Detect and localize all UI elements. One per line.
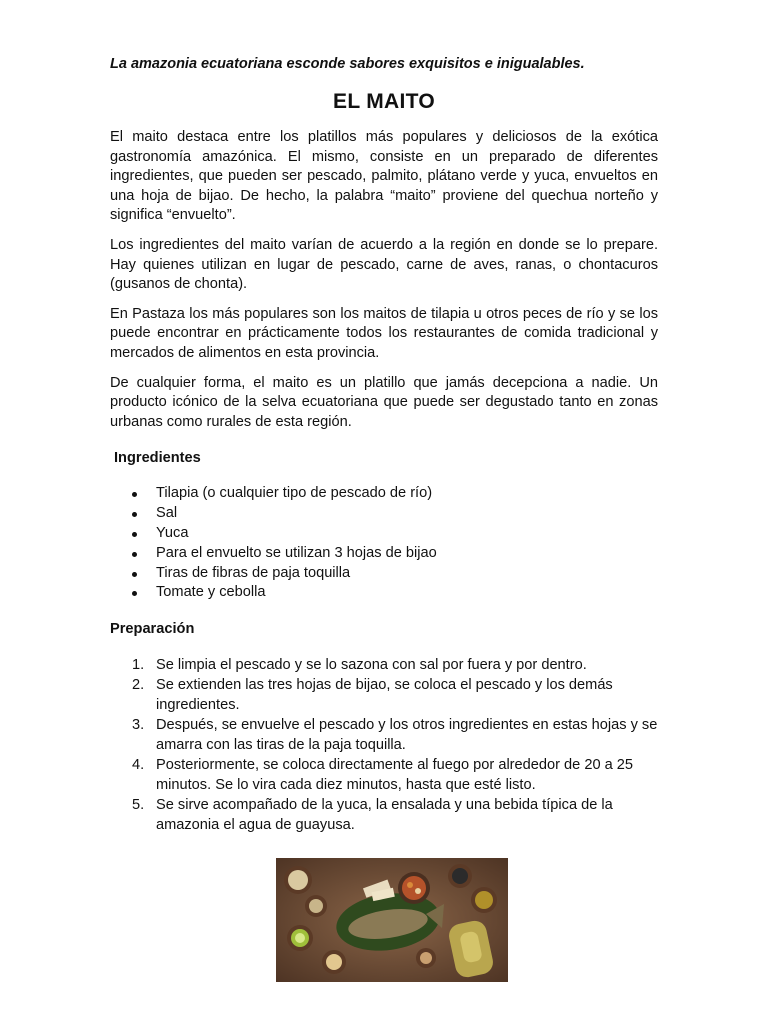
step-item [110, 795, 658, 835]
ingredients-heading: Ingredientes [114, 450, 201, 467]
bowl-top-right [448, 864, 472, 888]
bullet-icon [132, 512, 137, 517]
maito-dish-illustration [276, 858, 508, 982]
ingredient-item [110, 564, 658, 584]
ingredient-item [110, 504, 658, 524]
preparation-heading: Preparación [110, 621, 195, 638]
ingredient-text: Para el envuelto se utilizan 3 hojas de bijao [156, 544, 437, 561]
paragraph-conclusion: De cualquier forma, el maito es un platillo que jamás decepciona a nadie. Un producto icónico de la selva ecuatoriana que puede ser degustado tanto en zonas urbanas como rurales de esta región. [110, 374, 658, 430]
bullet-icon [132, 532, 137, 537]
bowl-bottom-center [416, 948, 436, 968]
bowl-right [471, 887, 497, 913]
step-number: 4. [132, 757, 145, 774]
tagline: La amazonia ecuatoriana esconde sabores exquisitos e inigualables. [110, 56, 585, 72]
step-number: 2. [132, 677, 145, 694]
step-item [110, 715, 658, 755]
step-text: Se limpia el pescado y se lo sazona con sal por fuera y por dentro. [156, 657, 587, 674]
bowl-left [305, 895, 327, 917]
step-number: 5. [132, 797, 145, 814]
ingredient-text: Tilapia (o cualquier tipo de pescado de río) [156, 485, 433, 502]
ingredients-list [110, 484, 658, 603]
bullet-icon [132, 572, 137, 577]
bullet-icon [132, 492, 137, 497]
step-item [110, 655, 658, 675]
bullet-icon [132, 591, 137, 596]
page-title: EL MAITO [333, 90, 435, 113]
step-number: 1. [132, 657, 145, 674]
maito-dish-photo [276, 858, 508, 982]
ingredient-item [110, 484, 658, 504]
step-item [110, 675, 658, 715]
document-body [110, 128, 658, 835]
step-text: Se extienden las tres hojas de bijao, se coloca el pescado y los demás ingredientes. [156, 677, 613, 714]
step-item [110, 755, 658, 795]
bullet-icon [132, 552, 137, 557]
ingredient-text: Sal [156, 505, 178, 522]
step-text: Posteriormente, se coloca directamente al fuego por alrededor de 20 a 25 minutos. Se lo vira cada diez minutos, hasta que esté listo. [156, 757, 634, 794]
ingredient-text: Tomate y cebolla [156, 584, 266, 601]
bowl-salad [398, 872, 430, 904]
bowl-top-left [284, 866, 312, 894]
step-text: Después, se envuelve el pescado y los otros ingredientes en estas hojas y se amarra con las tiras de la paja toquilla. [156, 717, 658, 754]
paragraph-ingredients-variation: Los ingredientes del maito varían de acuerdo a la región en donde se lo prepare. Hay quienes utilizan en lugar de pescado, carne de aves, ranas, o chontacuros (gusanos de chonta). [110, 236, 658, 293]
bowl-bottom-left [322, 950, 346, 974]
ingredient-item [110, 544, 658, 564]
step-number: 3. [132, 717, 145, 734]
ingredient-text: Tiras de fibras de paja toquilla [156, 564, 351, 581]
paragraph-intro: El maito destaca entre los platillos más populares y deliciosos de la exótica gastronomía amazónica. El mismo, consiste en un preparado de diferentes ingredientes, que pueden ser pescado, palmito, plátano verde y yuca, envueltos en una hoja de bijao. De hecho, la palabra “maito” proviene del quechua norteño y significa “envuelto”. [110, 129, 658, 224]
ingredient-text: Yuca [156, 524, 189, 541]
bowl-lime [287, 925, 313, 951]
preparation-steps [110, 655, 658, 835]
ingredient-item [110, 583, 658, 603]
ingredient-item [110, 524, 658, 544]
step-text: Se sirve acompañado de la yuca, la ensalada y una bebida típica de la amazonia el agua de guayusa. [156, 797, 613, 834]
paragraph-pastaza: En Pastaza los más populares son los maitos de tilapia u otros peces de río y se los puede encontrar en prácticamente todos los restaurantes de comida tradicional y mercados de alimentos en esta provincia. [110, 305, 658, 361]
